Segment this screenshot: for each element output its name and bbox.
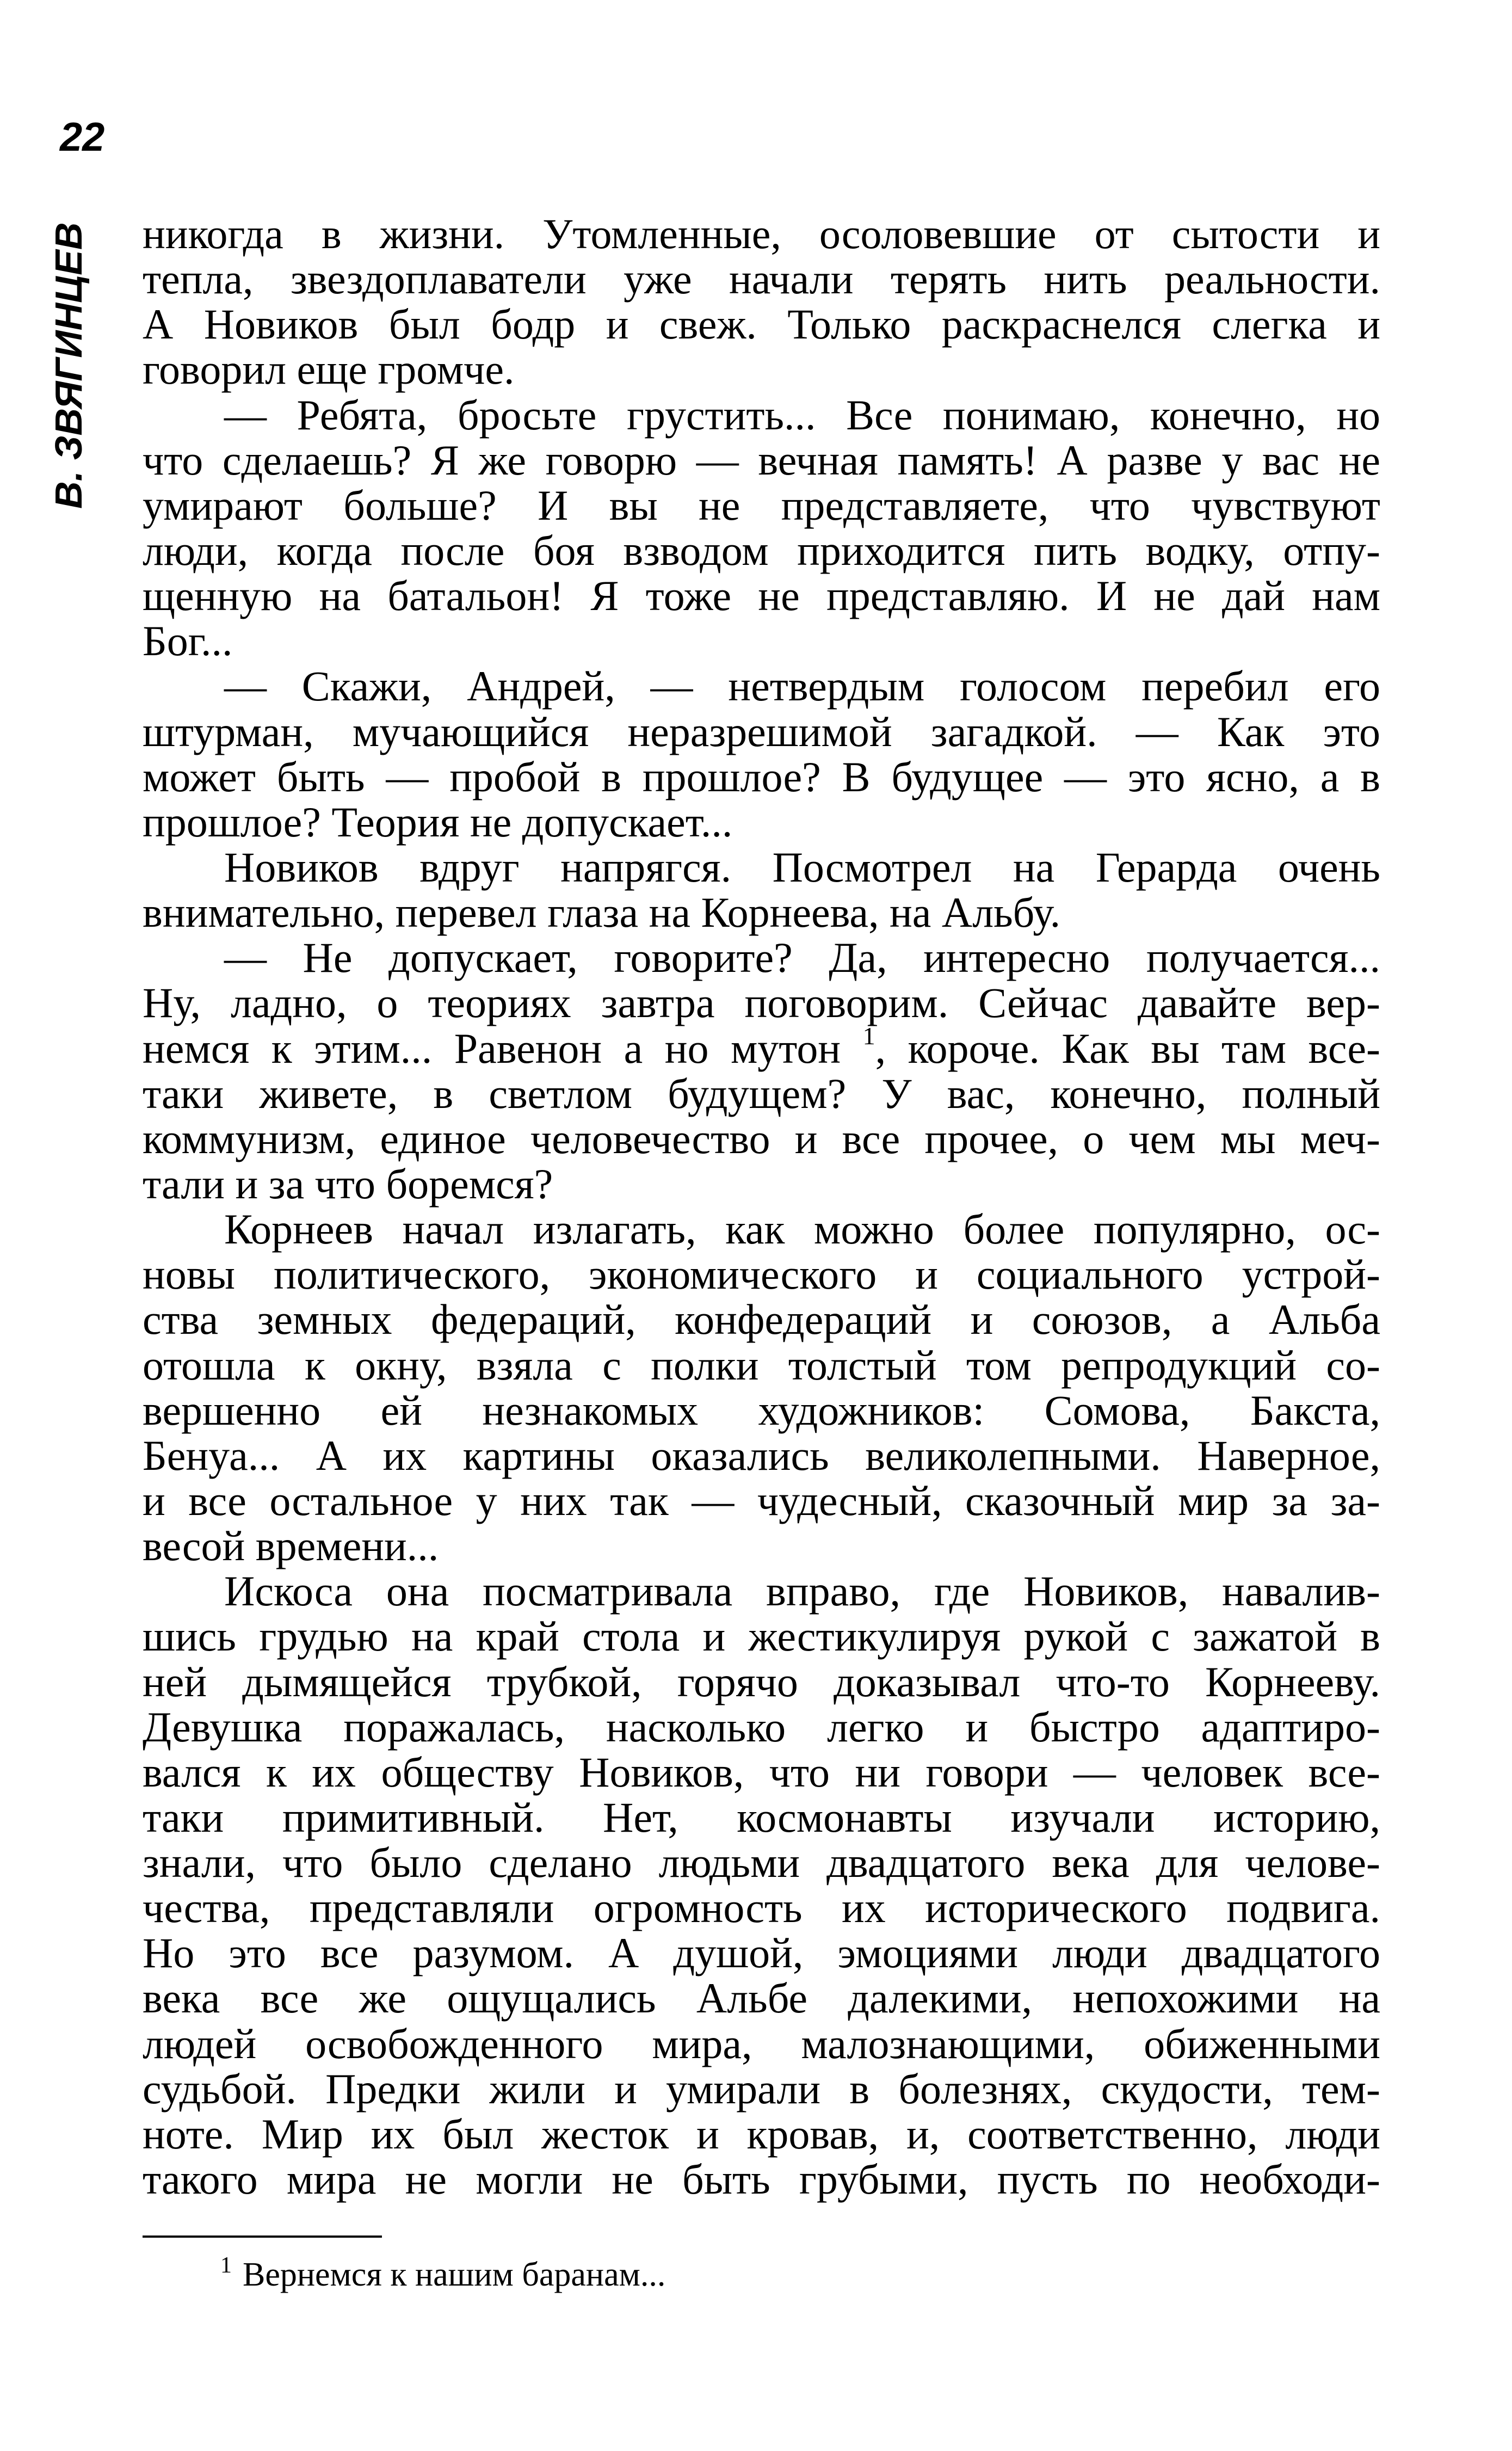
text-line: [143, 1342, 1380, 1388]
running-head-author: В. ЗВЯГИНЦЕВ: [47, 222, 90, 509]
text-line-content: века все же ощущались Альбе далекими, непохожими на: [143, 1974, 1380, 2022]
text-line-content: — Скажи, Андрей, — нетвердым голосом перебил его: [224, 662, 1380, 710]
text-line-content: новы политического, экономического и социального устрой-: [143, 1251, 1380, 1298]
text-line-content: ства земных федераций, конфедераций и союзов, а Альба: [143, 1296, 1380, 1344]
text-line-content: отошла к окну, взяла с полки толстый том репродукций со-: [143, 1341, 1380, 1389]
text-line: [143, 1975, 1380, 2021]
text-line-content: коммунизм, единое человечество и все прочее, о чем мы меч-: [143, 1114, 1380, 1162]
text-line: [143, 1659, 1380, 1704]
text-line: [143, 1614, 1380, 1659]
text-line-content: вался к их обществу Новиков, что ни говори — человек все-: [143, 1748, 1380, 1796]
text-line-content: Бенуа... А их картины оказались великолепными. Наверное,: [143, 1431, 1380, 1479]
text-line: [143, 528, 1380, 573]
footnote-mark: 1: [220, 2253, 232, 2278]
text-line-content: Новиков вдруг напрягся. Посмотрел на Герарда очень: [224, 843, 1380, 891]
text-line-content: может быть — пробой в прошлое? В будущее — это ясно, а в: [143, 753, 1380, 800]
text-line: [143, 1885, 1380, 1930]
text-line-content: прошлое? Теория не допускает...: [143, 798, 733, 846]
text-line-content: ноте. Мир их был жесток и кровав, и, соответственно, люди: [143, 2110, 1380, 2158]
text-line-content: штурман, мучающийся неразрешимой загадкой. — Как это: [143, 707, 1380, 755]
text-line-content: судьбой. Предки жили и умирали в болезнях, скудости, тем-: [143, 2065, 1380, 2113]
text-line: [143, 1206, 1380, 1252]
text-line: [143, 301, 1380, 347]
text-line-content: никогда в жизни. Утомленные, осоловевшие от сытости и: [143, 210, 1380, 257]
text-line: [143, 1795, 1380, 1840]
text-line-content: говорил еще громче.: [143, 346, 515, 393]
text-line-content: знали, что было сделано людьми двадцатого века для челове-: [143, 1839, 1380, 1887]
text-line: [143, 2157, 1380, 2202]
text-line: [143, 1388, 1380, 1433]
text-line-content: щенную на батальон! Я тоже не представляю. И не дай нам: [143, 572, 1380, 620]
text-line-content: что сделаешь? Я же говорю — вечная память! А разве у вас не: [143, 436, 1380, 484]
text-line: [143, 980, 1380, 1025]
text-line-content: Девушка поражалась, насколько легко и быстро адаптиро-: [143, 1703, 1380, 1751]
text-line: [143, 347, 1380, 392]
text-line: [143, 483, 1380, 528]
text-line: [143, 2021, 1380, 2066]
text-line: [143, 663, 1380, 709]
text-line: [143, 618, 1380, 663]
text-line-content: — Не допускает, говорите? Да, интересно получается...: [224, 934, 1380, 982]
footnote-divider: [143, 2236, 382, 2238]
text-line-content: людей освобожденного мира, малознающими, обиженными: [143, 2019, 1380, 2067]
text-line: [143, 1116, 1380, 1161]
text-line: [143, 1523, 1380, 1568]
text-line-content: люди, когда после боя взводом приходится пить водку, отпу-: [143, 526, 1380, 574]
text-line: [143, 1433, 1380, 1478]
text-line: [143, 754, 1380, 799]
text-line-continuation: , короче. Как вы там все-: [875, 1024, 1381, 1072]
text-line: [143, 573, 1380, 618]
text-line: [143, 256, 1380, 301]
text-line: [143, 709, 1380, 754]
text-line-content: тепла, звездоплаватели уже начали терять нить реальности.: [143, 255, 1380, 303]
text-line: [143, 1568, 1380, 1614]
text-line: [143, 1478, 1380, 1523]
text-line: [143, 1252, 1380, 1297]
body-text: [143, 211, 1380, 2202]
text-line-content: таки примитивный. Нет, космонавты изучали историю,: [143, 1793, 1380, 1841]
text-line: [143, 1750, 1380, 1795]
text-line: [143, 438, 1380, 483]
text-line-content: Но это все разумом. А душой, эмоциями люди двадцатого: [143, 1929, 1380, 1977]
text-line-content: умирают больше? И вы не представляете, что чувствуют: [143, 481, 1380, 529]
text-line-content: вершенно ей незнакомых художников: Сомова, Бакста,: [143, 1386, 1380, 1434]
page-number: 22: [60, 114, 105, 159]
text-line-content: такого мира не могли не быть грубыми, пусть по необходи-: [143, 2156, 1380, 2203]
text-line-content: — Ребята, бросьте грустить... Все понимаю, конечно, но: [224, 391, 1380, 439]
text-line-content: тали и за что боремся?: [143, 1160, 553, 1208]
text-line-content: Ну, ладно, о теориях завтра поговорим. Сейчас давайте вер-: [143, 979, 1380, 1027]
text-line-content: Искоса она посматривала вправо, где Новиков, навалив-: [224, 1567, 1380, 1615]
text-line: [143, 2111, 1380, 2157]
footnote: [220, 2253, 665, 2296]
text-line: [143, 935, 1380, 980]
text-line-content: ней дымящейся трубкой, горячо доказывал что-то Корнееву.: [143, 1658, 1380, 1705]
text-line-content: и все остальное у них так — чудесный, сказочный мир за за-: [143, 1476, 1380, 1524]
text-line: [143, 211, 1380, 256]
text-line-content: шись грудью на край стола и жестикулируя рукой с зажатой в: [143, 1612, 1380, 1660]
text-line: [143, 392, 1380, 438]
text-line-content: А Новиков был бодр и свеж. Только раскраснелся слегка и: [143, 300, 1380, 348]
text-line: [143, 1930, 1380, 1975]
text-line-content: чества, представляли огромность их исторического подвига.: [143, 1884, 1380, 1932]
text-line-content: Корнеев начал излагать, как можно более популярно, ос-: [224, 1205, 1380, 1253]
text-line: [143, 1161, 1380, 1206]
text-line: [143, 1071, 1380, 1116]
text-line: [143, 2066, 1380, 2111]
text-line: [143, 845, 1380, 890]
text-line: [143, 1704, 1380, 1750]
text-line-content: немся к этим... Равенон а но мутон: [143, 1024, 841, 1072]
text-line: [143, 1021, 1381, 1072]
text-line-content: весой времени...: [143, 1522, 439, 1570]
text-line: [143, 890, 1380, 935]
text-line: [143, 799, 1380, 845]
text-line: [143, 1297, 1380, 1342]
text-line-content: внимательно, перевел глаза на Корнеева, на Альбу.: [143, 889, 1061, 937]
footnote-text: Вернемся к нашим баранам...: [243, 2256, 666, 2293]
text-line-content: таки живете, в светлом будущем? У вас, конечно, полный: [143, 1069, 1380, 1117]
text-line: [143, 1840, 1380, 1885]
text-line-content: Бог...: [143, 617, 233, 665]
footnote-reference-mark: 1: [862, 1021, 875, 1050]
